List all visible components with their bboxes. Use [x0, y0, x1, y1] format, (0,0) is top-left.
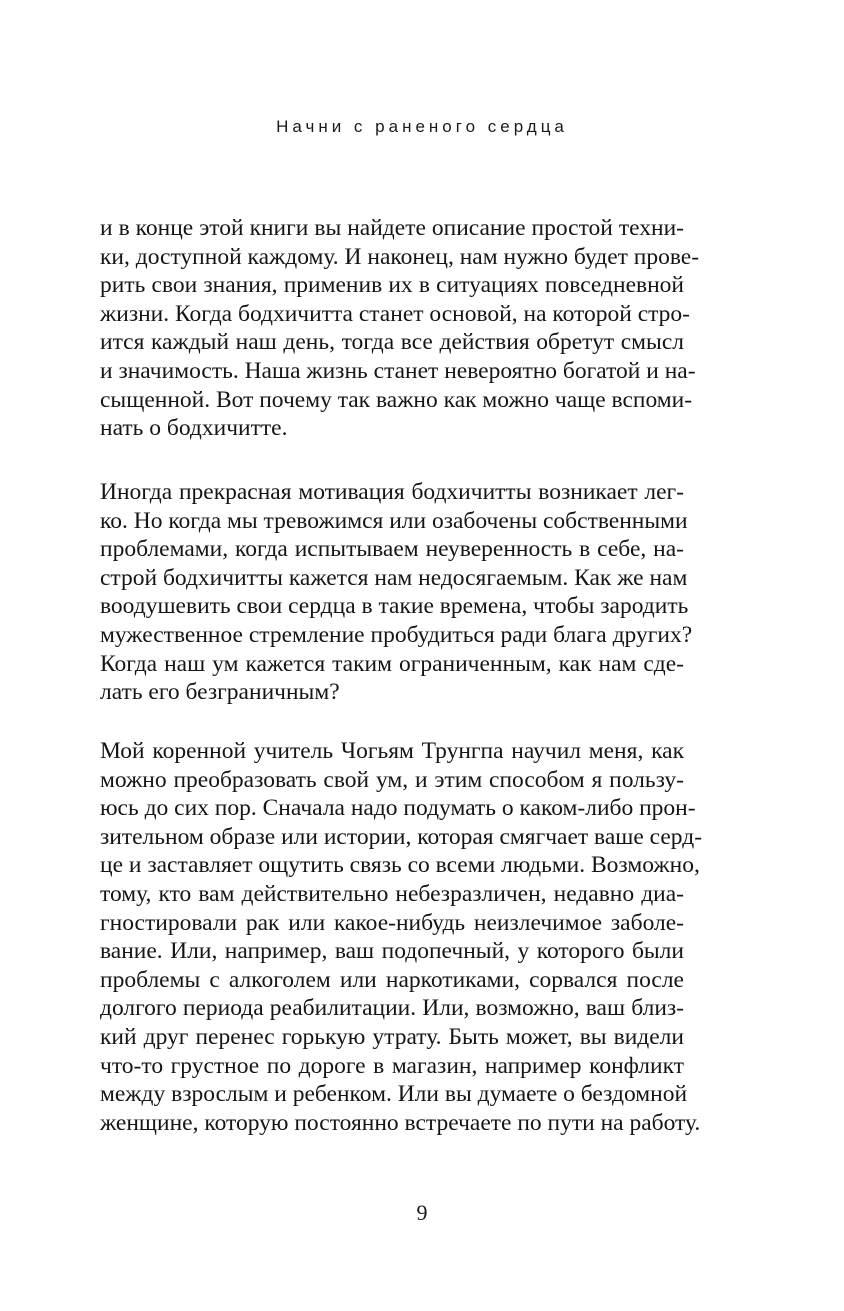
paragraph-3	[100, 737, 703, 1137]
text-line: ится каждый наш день, тогда все действия обретут смысл	[100, 329, 684, 356]
text-line: проблемами, когда испытываем неуверенность в себе, на-	[100, 536, 684, 563]
running-header: Начни с раненого сердца	[276, 117, 568, 136]
text-line: что-то грустное по дороге в магазин, например конфликт	[100, 1052, 684, 1079]
text-line: женщине, которую постоянно встречаете по пути на работу.	[100, 1109, 701, 1136]
paragraph-1	[100, 214, 700, 443]
paragraph-2	[100, 478, 693, 707]
text-line: вание. Или, например, ваш подопечный, у которого были	[100, 938, 684, 965]
text-line: между взрослым и ребенком. Или вы думаете о бездомной	[100, 1081, 688, 1108]
text-line: проблемы с алкоголем или наркотиками, сорвался после	[100, 966, 684, 993]
text-line: кий друг перенес горькую утрату. Быть может, вы видели	[100, 1023, 684, 1050]
text-line: рить свои знания, применив их в ситуациях повседневной	[100, 272, 684, 299]
text-line: жизни. Когда бодхичитта станет основой, на которой стро-	[100, 300, 691, 327]
text-line: мужественное стремление пробудиться ради блага других?	[100, 621, 693, 648]
text-line: Мой коренной учитель Чогьям Трунгпа научил меня, как	[100, 738, 684, 764]
text-line: долгого периода реабилитации. Или, возможно, ваш близ-	[100, 995, 684, 1022]
text-line: тому, кто вам действительно небезразличен, недавно диа-	[100, 880, 684, 907]
text-line: Иногда прекрасная мотивация бодхичитты возникает лег-	[100, 479, 684, 505]
text-line: ко. Но когда мы тревожимся или озабочены собственными	[100, 507, 688, 534]
text-line: це и заставляет ощутить связь со всеми людьми. Возможно,	[100, 852, 700, 879]
text-line: можно преобразовать свой ум, и этим способом я пользу-	[100, 766, 684, 793]
text-line: и значимость. Наша жизнь станет невероятно богатой и на-	[100, 357, 696, 384]
page-number: 9	[416, 1200, 428, 1225]
text-line: Когда наш ум кажется таким ограниченным, как нам сде-	[100, 650, 684, 677]
text-line: строй бодхичитты кажется нам недосягаемым. Как же нам	[100, 564, 688, 591]
text-line: нать о бодхичитте.	[100, 415, 288, 442]
text-line: и в конце этой книги вы найдете описание простой техни-	[100, 215, 684, 241]
text-line: зительном образе или истории, которая смягчает ваше серд-	[100, 823, 703, 850]
text-line: лать его безграничным?	[100, 679, 340, 706]
text-line: сыщенной. Вот почему так важно как можно чаще вспоми-	[100, 386, 693, 413]
text-line: ки, доступной каждому. И наконец, нам нужно будет прове-	[100, 243, 700, 270]
text-line: воодушевить свои сердца в такие времена, чтобы зародить	[100, 593, 689, 620]
text-line: гностировали рак или какое-нибудь неизлечимое заболе-	[100, 909, 684, 936]
text-line: юсь до сих пор. Сначала надо подумать о каком-либо прон-	[100, 795, 696, 822]
